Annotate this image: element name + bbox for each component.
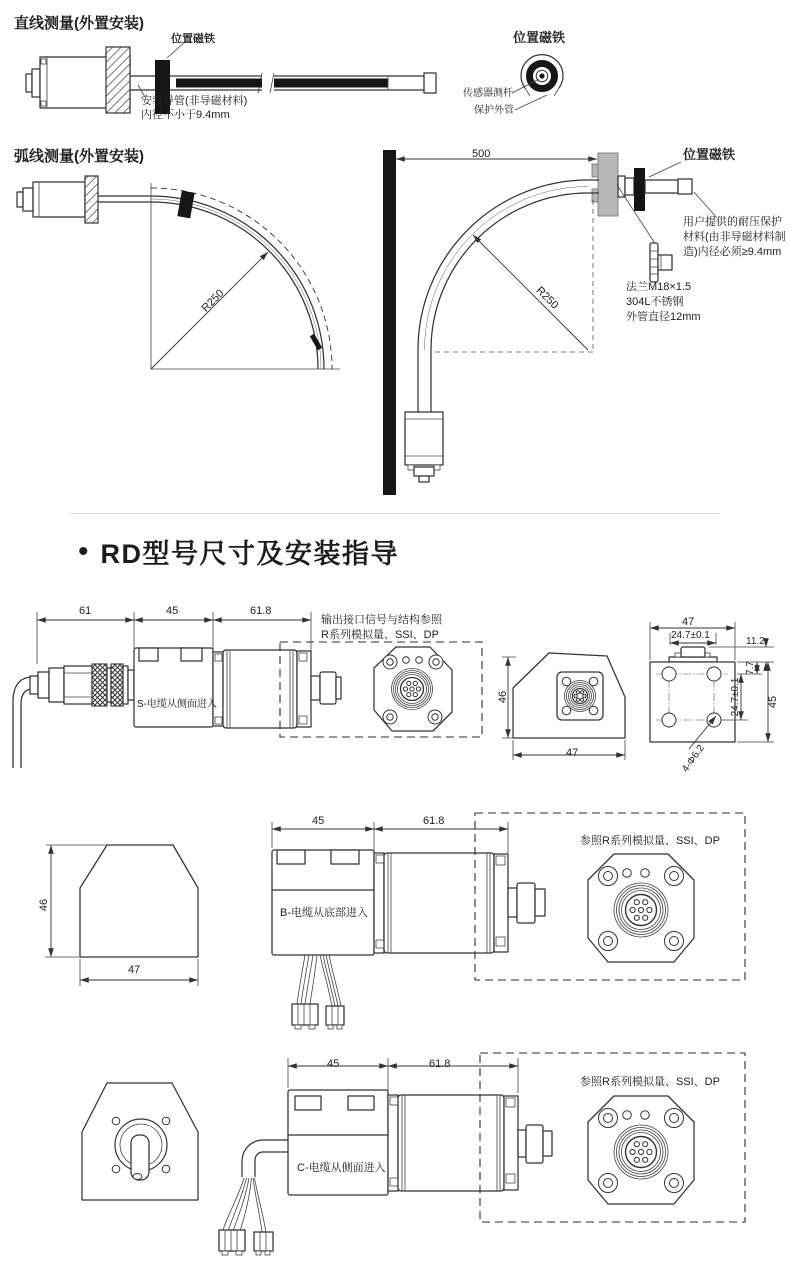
row1-plate-dim-47: 47 xyxy=(682,616,695,628)
row1-face-dim-46: 46 xyxy=(497,690,509,704)
linear-rod xyxy=(130,73,436,93)
arc-construction-right xyxy=(431,200,593,352)
linear-measurement-drawing xyxy=(0,15,790,140)
arc-radius-label-right: R250 xyxy=(533,284,561,312)
cross-section-title: 位置磁铁 xyxy=(513,30,566,45)
mounting-wall-hatch xyxy=(106,47,130,113)
row1-dim-618: 61.8 xyxy=(250,605,272,617)
row1-plate-dim-112: 11.2 xyxy=(746,636,765,647)
row2-dimensions xyxy=(272,822,508,853)
flange-part-drawing xyxy=(650,243,672,282)
row3-connector-face xyxy=(588,1096,694,1204)
arc-tube-left xyxy=(98,188,332,369)
row1-face-view xyxy=(502,653,625,760)
arc-measurement-drawing xyxy=(0,145,790,510)
row1-connector-face xyxy=(374,647,452,731)
row2-dim-45: 45 xyxy=(312,815,325,827)
arc-position-magnet xyxy=(177,191,194,219)
row1-sensor-head xyxy=(134,648,213,727)
row3-ref-note: 参照R系列模拟量、SSI、DP xyxy=(580,1076,720,1088)
row2-cables xyxy=(292,955,344,1029)
protect-tube-label: 保护外管 xyxy=(474,105,514,116)
arc-tube-right xyxy=(418,180,599,412)
row2-profile-dim-47: 47 xyxy=(128,964,141,976)
guide-tube-note-line1: 安装导管(非导磁材料) xyxy=(141,95,248,107)
position-magnet-label: 位置磁铁 xyxy=(171,33,215,45)
sensor-rod-label: 传感器测杆 xyxy=(463,88,513,99)
row2-profile-view xyxy=(45,845,198,986)
row1-plate-dim-77: 7.7 xyxy=(745,661,756,675)
guide-tube-note-line2: 内径不小于9.4mm xyxy=(141,109,230,121)
flange-plate xyxy=(592,153,618,216)
row3-face-view xyxy=(82,1083,198,1200)
row2-dim-618: 61.8 xyxy=(423,815,445,827)
row3-motor-body xyxy=(388,1095,552,1191)
row1-motor-body xyxy=(213,650,341,728)
arc-sensor-body xyxy=(17,182,85,217)
row2-motor-body xyxy=(374,853,545,953)
section-divider xyxy=(70,513,720,514)
row1-ref-note-line2: R系列模拟量、SSI、DP xyxy=(321,629,439,641)
row3-cable-entry-label: C-电缆从侧面进入 xyxy=(297,1162,386,1174)
row3-dim-618: 61.8 xyxy=(429,1058,451,1070)
protect-note: 用户提供的耐压保护 材料(由非导磁材料制 造)内径必须≥9.4mm xyxy=(683,216,786,258)
dim-500-label: 500 xyxy=(472,148,491,160)
linear-section-title: 直线测量(外置安装) xyxy=(14,15,144,32)
row1-plate-holes-label: 4-Φ6.2 xyxy=(680,742,707,775)
row1-cable-entry-label: S-电缆从侧面进入 xyxy=(137,699,217,710)
rd-section-header xyxy=(78,532,399,571)
wall-magnet-leader xyxy=(649,162,681,177)
row3-dim-45: 45 xyxy=(327,1058,340,1070)
row1-face-dim-47: 47 xyxy=(566,747,579,759)
row1-dim-45: 45 xyxy=(166,605,179,617)
arc-section-title: 弧线测量(外置安装) xyxy=(14,148,144,165)
arc-mounting-wall-hatch xyxy=(85,176,98,223)
header-bullet: • xyxy=(78,534,89,568)
reference-wall-bar xyxy=(383,150,396,495)
row1-plate-dim-247-side: 24.7±0.1 xyxy=(730,677,741,717)
wall-magnet-label: 位置磁铁 xyxy=(683,147,736,162)
row2-cable-entry-label: B-电缆从底部进入 xyxy=(280,907,368,919)
row1-plate-dim-247-top: 24.7±0.1 xyxy=(671,630,710,641)
row1-ref-note-line1: 输出接口信号与结构参照 xyxy=(321,614,442,626)
hanging-sensor-body xyxy=(405,412,443,482)
row2-sensor-head xyxy=(272,850,374,955)
arc-radius-label: R250 xyxy=(199,287,227,315)
row3-cable-elbow xyxy=(219,1140,288,1255)
row1-plate-dim-45: 45 xyxy=(767,695,779,709)
row2-connector-face xyxy=(588,854,694,962)
row3-sensor-head xyxy=(288,1090,388,1195)
row3-dimensions xyxy=(288,1058,518,1093)
row2-ref-note: 参照R系列模拟量、SSI、DP xyxy=(580,835,720,847)
magnet-cross-section xyxy=(512,55,563,110)
flange-note: 法兰M18×1.5 304L不锈钢 外管直径12mm xyxy=(626,281,701,323)
arc-tube-stop-mark xyxy=(312,335,320,349)
row1-plug-connector xyxy=(30,664,134,706)
row1-dim-61: 61 xyxy=(79,605,92,617)
row2-profile-dim-46: 46 xyxy=(38,898,50,912)
rd-section-title: RD型号尺寸及安装指导 xyxy=(100,539,400,569)
